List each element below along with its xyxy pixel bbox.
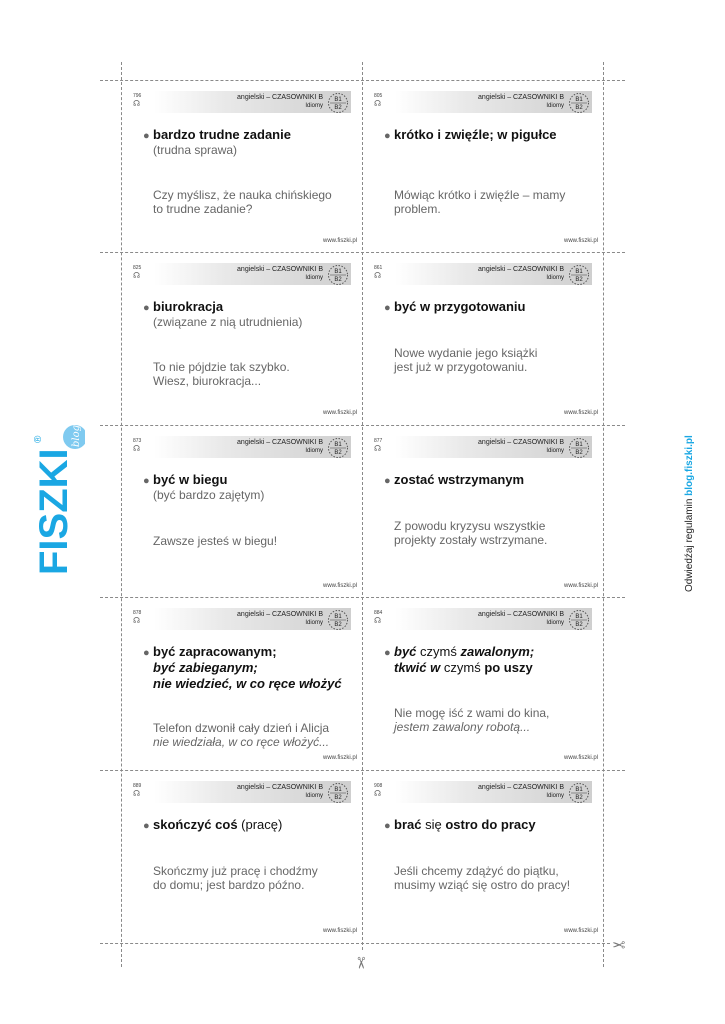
scissors-icon: ✂ xyxy=(351,956,369,970)
text-part: bardzo trudne zadanie xyxy=(153,127,291,142)
text-part: jest już w przygotowaniu. xyxy=(394,360,528,374)
card-url[interactable]: www.fiszki.pl xyxy=(563,755,598,761)
card-number: 877 xyxy=(374,438,383,444)
bullet-icon: ● xyxy=(143,820,150,832)
category-label: angielski – CZASOWNIKI B xyxy=(237,266,323,273)
flashcard xyxy=(121,252,361,424)
category-label: angielski – CZASOWNIKI B xyxy=(478,94,564,101)
headphones-icon[interactable]: ☊ xyxy=(133,99,141,108)
cut-line xyxy=(603,62,604,967)
level-top: B1 xyxy=(575,442,583,448)
card-url[interactable]: www.fiszki.pl xyxy=(322,238,357,244)
logo-blog: blog xyxy=(71,425,82,447)
text-part: Nie mogę iść z wami do kina, xyxy=(394,706,550,720)
subcategory-label: Idiomy xyxy=(305,103,323,109)
level-top: B1 xyxy=(334,442,342,448)
category-label: angielski – CZASOWNIKI B xyxy=(237,784,323,791)
card-phrase xyxy=(153,644,353,692)
level-bottom: B2 xyxy=(575,277,583,283)
card-gloss: (związane z nią utrudnienia) xyxy=(153,315,303,329)
flashcard xyxy=(362,425,602,597)
text-part: być w przygotowaniu xyxy=(394,299,526,314)
text-part: tkwić w xyxy=(394,660,441,675)
flashcard xyxy=(121,597,361,769)
text-part: skończyć coś xyxy=(153,817,238,832)
card-example xyxy=(153,360,358,388)
category-label: angielski – CZASOWNIKI B xyxy=(478,266,564,273)
headphones-icon[interactable]: ☊ xyxy=(133,444,141,453)
text-part: Wiesz, biurokracja... xyxy=(153,374,262,388)
flashcard xyxy=(362,770,602,942)
text-part: być zapracowanym; xyxy=(153,644,277,659)
subcategory-label: Idiomy xyxy=(546,793,564,799)
text-part: czymś xyxy=(416,644,461,659)
text-part: się xyxy=(421,817,446,832)
category-label: angielski – CZASOWNIKI B xyxy=(478,784,564,791)
level-badge xyxy=(327,782,349,804)
category-label: angielski – CZASOWNIKI B xyxy=(237,439,323,446)
flashcard xyxy=(121,80,361,252)
headphones-icon[interactable]: ☊ xyxy=(374,444,382,453)
card-url[interactable]: www.fiszki.pl xyxy=(322,755,357,761)
level-bottom: B2 xyxy=(334,450,342,456)
flashcard xyxy=(121,770,361,942)
headphones-icon[interactable]: ☊ xyxy=(133,271,141,280)
card-url[interactable]: www.fiszki.pl xyxy=(322,928,357,934)
flashcard xyxy=(121,425,361,597)
headphones-icon[interactable]: ☊ xyxy=(374,99,382,108)
level-top: B1 xyxy=(575,614,583,620)
card-example xyxy=(153,721,358,749)
text-part: brać xyxy=(394,817,422,832)
card-phrase xyxy=(394,299,594,315)
side-note-link[interactable]: blog.fiszki.pl xyxy=(684,435,695,496)
bullet-icon: ● xyxy=(384,820,391,832)
fiszki-logo xyxy=(25,425,85,585)
logo-text: FISZKI xyxy=(32,448,76,575)
text-part: nie wiedzieć, w co ręce włożyć xyxy=(153,676,342,691)
card-phrase xyxy=(153,299,353,315)
card-phrase xyxy=(394,817,594,833)
text-part: problem. xyxy=(394,202,441,216)
cut-line xyxy=(100,943,610,944)
card-phrase xyxy=(394,644,594,676)
category-label: angielski – CZASOWNIKI B xyxy=(478,611,564,618)
level-top: B1 xyxy=(334,787,342,793)
card-example xyxy=(394,346,599,374)
text-part: być zabieganym; xyxy=(153,660,258,675)
category-label: angielski – CZASOWNIKI B xyxy=(478,439,564,446)
card-number: 884 xyxy=(374,610,383,616)
text-part: po uszy xyxy=(484,660,533,675)
subcategory-label: Idiomy xyxy=(546,103,564,109)
bullet-icon: ● xyxy=(143,647,150,659)
bullet-icon: ● xyxy=(384,475,391,487)
level-badge xyxy=(568,782,590,804)
level-bottom: B2 xyxy=(575,105,583,111)
text-part: Z powodu kryzysu wszystkie xyxy=(394,519,546,533)
category-label: angielski – CZASOWNIKI B xyxy=(237,611,323,618)
scissors-icon: ✂ xyxy=(612,935,626,952)
headphones-icon[interactable]: ☊ xyxy=(133,789,141,798)
card-url[interactable]: www.fiszki.pl xyxy=(322,410,357,416)
text-part: być xyxy=(394,644,417,659)
text-part: To nie pójdzie tak szybko. xyxy=(153,360,290,374)
text-part: nie wiedziała, w co ręce włożyć... xyxy=(153,735,330,749)
card-example xyxy=(394,706,599,734)
card-example xyxy=(153,534,358,548)
card-phrase xyxy=(153,817,353,833)
card-number: 796 xyxy=(133,93,142,99)
card-number: 878 xyxy=(133,610,142,616)
bullet-icon: ● xyxy=(384,130,391,142)
text-part: to trudne zadanie? xyxy=(153,202,253,216)
subcategory-label: Idiomy xyxy=(305,448,323,454)
text-part: zawalonym; xyxy=(460,644,535,659)
level-top: B1 xyxy=(575,269,583,275)
subcategory-label: Idiomy xyxy=(546,448,564,454)
text-part: Telefon dzwonił cały dzień i Alicja xyxy=(153,721,330,735)
text-part: Czy myślisz, że nauka chińskiego xyxy=(153,188,332,202)
text-part: Skończmy już pracę i chodźmy xyxy=(153,864,318,878)
card-phrase xyxy=(394,127,594,143)
text-part: być w biegu xyxy=(153,472,228,487)
card-number: 805 xyxy=(374,93,383,99)
text-part: projekty zostały wstrzymane. xyxy=(394,533,548,547)
text-part: krótko i zwięźle; w pigułce xyxy=(394,127,557,142)
bullet-icon: ● xyxy=(384,302,391,314)
card-number: 873 xyxy=(133,438,142,444)
card-url[interactable]: www.fiszki.pl xyxy=(322,583,357,589)
level-top: B1 xyxy=(334,97,342,103)
subcategory-label: Idiomy xyxy=(305,620,323,626)
headphones-icon[interactable]: ☊ xyxy=(374,616,382,625)
text-part: jestem zawalony robotą... xyxy=(394,720,531,734)
text-part: Zawsze jesteś w biegu! xyxy=(153,534,278,548)
text-part: ostro do pracy xyxy=(445,817,536,832)
card-phrase xyxy=(153,472,353,488)
level-bottom: B2 xyxy=(334,622,342,628)
card-number: 908 xyxy=(374,783,383,789)
headphones-icon[interactable]: ☊ xyxy=(374,271,382,280)
card-phrase xyxy=(153,127,353,143)
card-url[interactable]: www.fiszki.pl xyxy=(563,238,598,244)
card-url[interactable]: www.fiszki.pl xyxy=(563,928,598,934)
card-url[interactable]: www.fiszki.pl xyxy=(563,583,598,589)
headphones-icon[interactable]: ☊ xyxy=(133,616,141,625)
text-part: zostać wstrzymanym xyxy=(394,472,525,487)
level-badge xyxy=(568,92,590,114)
bullet-icon: ● xyxy=(143,130,150,142)
text-part: biurokracja xyxy=(153,299,224,314)
level-bottom: B2 xyxy=(334,277,342,283)
flashcard xyxy=(362,252,602,424)
level-badge xyxy=(327,609,349,631)
text-part: Jeśli chcemy zdążyć do piątku, xyxy=(394,864,559,878)
card-example xyxy=(153,864,358,892)
level-badge xyxy=(568,437,590,459)
text-part: Nowe wydanie jego książki xyxy=(394,346,538,360)
text-part: do domu; jest bardzo późno. xyxy=(153,878,305,892)
card-number: 889 xyxy=(133,783,142,789)
card-example xyxy=(394,864,599,892)
level-badge xyxy=(327,264,349,286)
level-badge xyxy=(327,92,349,114)
level-bottom: B2 xyxy=(575,450,583,456)
subcategory-label: Idiomy xyxy=(546,275,564,281)
subcategory-label: Idiomy xyxy=(305,275,323,281)
card-phrase xyxy=(394,472,594,488)
card-example xyxy=(153,188,358,216)
level-badge xyxy=(568,264,590,286)
bullet-icon: ● xyxy=(384,647,391,659)
flashcard xyxy=(362,80,602,252)
level-bottom: B2 xyxy=(575,622,583,628)
logo-reg: ® xyxy=(33,435,44,443)
headphones-icon[interactable]: ☊ xyxy=(374,789,382,798)
side-note-prefix: Odwiedźaj regulamin xyxy=(684,495,695,592)
card-gloss: (trudna sprawa) xyxy=(153,143,238,157)
level-top: B1 xyxy=(575,787,583,793)
card-gloss: (być bardzo zajętym) xyxy=(153,488,265,502)
card-number: 861 xyxy=(374,265,383,271)
card-number: 825 xyxy=(133,265,142,271)
text-part: Mówiąc krótko i zwięźle – mamy xyxy=(394,188,566,202)
side-note xyxy=(684,435,695,592)
level-bottom: B2 xyxy=(334,105,342,111)
level-badge xyxy=(327,437,349,459)
level-bottom: B2 xyxy=(334,795,342,801)
text-part: czymś xyxy=(440,660,485,675)
level-top: B1 xyxy=(334,269,342,275)
category-label: angielski – CZASOWNIKI B xyxy=(237,94,323,101)
card-example xyxy=(394,519,599,547)
flashcard xyxy=(362,597,602,769)
level-top: B1 xyxy=(334,614,342,620)
bullet-icon: ● xyxy=(143,302,150,314)
bullet-icon: ● xyxy=(143,475,150,487)
subcategory-label: Idiomy xyxy=(305,793,323,799)
level-badge xyxy=(568,609,590,631)
level-top: B1 xyxy=(575,97,583,103)
subcategory-label: Idiomy xyxy=(546,620,564,626)
text-part: (pracę) xyxy=(237,817,283,832)
text-part: musimy wziąć się ostro do pracy! xyxy=(394,878,571,892)
card-example xyxy=(394,188,599,216)
level-bottom: B2 xyxy=(575,795,583,801)
card-url[interactable]: www.fiszki.pl xyxy=(563,410,598,416)
